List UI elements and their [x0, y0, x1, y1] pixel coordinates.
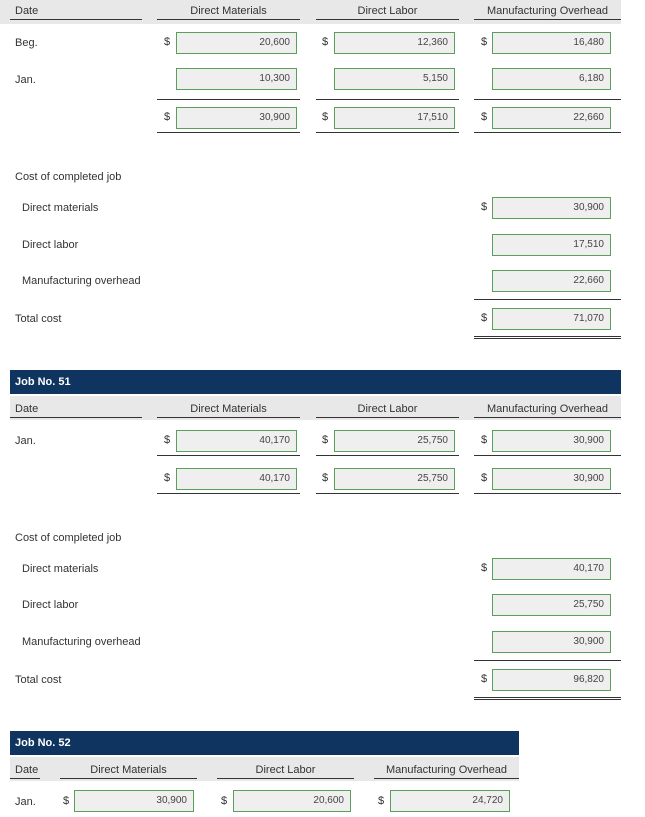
job51-col-dl-underline — [316, 417, 459, 418]
job51-row-underline-dm — [157, 455, 300, 456]
job50-total-underline-moh — [474, 132, 621, 133]
job51-total-underline-dl — [316, 493, 459, 494]
job52-row-jan-label: Jan. — [15, 796, 36, 808]
job50-col-dm-underline — [157, 19, 300, 20]
job52-jan-dm-input[interactable]: 30,900 — [74, 790, 194, 812]
job50-completed-title: Cost of completed job — [15, 171, 122, 183]
job51-total-cost-input[interactable]: 96,820 — [492, 669, 611, 691]
job51-completed-sum-line — [474, 660, 621, 661]
job51-col-dl: Direct Labor — [357, 403, 418, 415]
job50-col-dl-underline — [316, 19, 459, 20]
job50-total-cost-input[interactable]: 71,070 — [492, 308, 611, 330]
job51-completed-dm-input[interactable]: 40,170 — [492, 558, 611, 580]
dollar-sign: $ — [481, 434, 488, 446]
job51-total-cost-label: Total cost — [15, 674, 62, 686]
job51-total-underline-dm — [157, 493, 300, 494]
job51-total-dm-input[interactable]: 40,170 — [176, 468, 297, 490]
job50-beg-moh-input[interactable]: 16,480 — [492, 32, 611, 54]
job51-row-underline-dl — [316, 455, 459, 456]
job52-jan-moh-input[interactable]: 24,720 — [390, 790, 510, 812]
job51-col-moh-underline — [474, 417, 621, 418]
job51-col-date: Date — [15, 403, 39, 415]
dollar-sign: $ — [481, 673, 488, 685]
job51-jan-dl-input[interactable]: 25,750 — [334, 430, 455, 452]
job52-title-bar — [10, 731, 519, 755]
job50-total-underline-dm — [157, 132, 300, 133]
job50-total-cost-double-underline — [474, 336, 621, 339]
dollar-sign: $ — [164, 36, 171, 48]
job50-beg-dl-input[interactable]: 12,360 — [334, 32, 455, 54]
dollar-sign: $ — [322, 434, 329, 446]
job50-total-cost-label: Total cost — [15, 313, 62, 325]
dollar-sign: $ — [164, 472, 171, 484]
job50-col-date: Date — [15, 5, 39, 17]
job50-completed-sum-line — [474, 299, 621, 300]
job52-title: Job No. 52 — [15, 737, 71, 749]
job50-completed-dl-input[interactable]: 17,510 — [492, 234, 611, 256]
job52-col-date: Date — [15, 764, 39, 776]
job50-jan-moh-input[interactable]: 6,180 — [492, 68, 611, 90]
job51-completed-dm-label: Direct materials — [22, 563, 99, 575]
job50-jan-dm-input[interactable]: 10,300 — [176, 68, 297, 90]
job50-completed-dl-label: Direct labor — [22, 239, 79, 251]
dollar-sign: $ — [481, 472, 488, 484]
job51-col-dm: Direct Materials — [190, 403, 267, 415]
job50-completed-dm-label: Direct materials — [22, 202, 99, 214]
job51-completed-moh-input[interactable]: 30,900 — [492, 631, 611, 653]
job50-total-dl-input[interactable]: 17,510 — [334, 107, 455, 129]
dollar-sign: $ — [221, 795, 228, 807]
job51-total-cost-double-underline — [474, 697, 621, 700]
job50-sum-line-dm — [157, 99, 300, 100]
dollar-sign: $ — [481, 312, 488, 324]
dollar-sign: $ — [164, 111, 171, 123]
dollar-sign: $ — [322, 111, 329, 123]
dollar-sign: $ — [164, 434, 171, 446]
job50-completed-moh-input[interactable]: 22,660 — [492, 270, 611, 292]
job50-completed-moh-label: Manufacturing overhead — [22, 275, 141, 287]
job51-title-bar — [10, 370, 621, 394]
dollar-sign: $ — [481, 201, 488, 213]
job51-completed-dl-input[interactable]: 25,750 — [492, 594, 611, 616]
dollar-sign: $ — [378, 795, 385, 807]
job50-col-moh-underline — [474, 19, 621, 20]
job52-col-dl-underline — [217, 778, 354, 779]
job52-jan-dl-input[interactable]: 20,600 — [233, 790, 351, 812]
job51-total-moh-input[interactable]: 30,900 — [492, 468, 611, 490]
job51-col-date-underline — [10, 417, 142, 418]
job51-jan-dm-input[interactable]: 40,170 — [176, 430, 297, 452]
job50-row-jan-label: Jan. — [15, 74, 36, 86]
job52-col-dl: Direct Labor — [255, 764, 316, 776]
dollar-sign: $ — [481, 111, 488, 123]
job52-col-moh-underline — [374, 778, 519, 779]
job51-total-underline-moh — [474, 493, 621, 494]
dollar-sign: $ — [63, 795, 70, 807]
job50-total-moh-input[interactable]: 22,660 — [492, 107, 611, 129]
job52-col-dm: Direct Materials — [90, 764, 167, 776]
job51-completed-title: Cost of completed job — [15, 532, 122, 544]
job51-total-dl-input[interactable]: 25,750 — [334, 468, 455, 490]
job51-completed-moh-label: Manufacturing overhead — [22, 636, 141, 648]
job52-col-date-underline — [10, 778, 40, 779]
dollar-sign: $ — [481, 36, 488, 48]
job51-col-moh: Manufacturing Overhead — [486, 403, 609, 415]
job51-row-underline-moh — [474, 455, 621, 456]
job50-jan-dl-input[interactable]: 5,150 — [334, 68, 455, 90]
job50-completed-dm-input[interactable]: 30,900 — [492, 197, 611, 219]
dollar-sign: $ — [322, 36, 329, 48]
job51-jan-moh-input[interactable]: 30,900 — [492, 430, 611, 452]
job50-total-underline-dl — [316, 132, 459, 133]
dollar-sign: $ — [481, 562, 488, 574]
job50-col-moh: Manufacturing Overhead — [486, 5, 609, 17]
job50-sum-line-dl — [316, 99, 459, 100]
job52-col-dm-underline — [60, 778, 197, 779]
job50-total-dm-input[interactable]: 30,900 — [176, 107, 297, 129]
job50-col-dm: Direct Materials — [190, 5, 267, 17]
job50-col-date-underline — [10, 19, 142, 20]
job50-row-beg-label: Beg. — [15, 37, 38, 49]
job51-col-dm-underline — [157, 417, 300, 418]
job52-col-moh: Manufacturing Overhead — [385, 764, 508, 776]
job51-completed-dl-label: Direct labor — [22, 599, 79, 611]
job50-col-dl: Direct Labor — [357, 5, 418, 17]
job50-sum-line-moh — [474, 99, 621, 100]
job50-beg-dm-input[interactable]: 20,600 — [176, 32, 297, 54]
job51-row-jan-label: Jan. — [15, 435, 36, 447]
dollar-sign: $ — [322, 472, 329, 484]
job51-title: Job No. 51 — [15, 376, 71, 388]
